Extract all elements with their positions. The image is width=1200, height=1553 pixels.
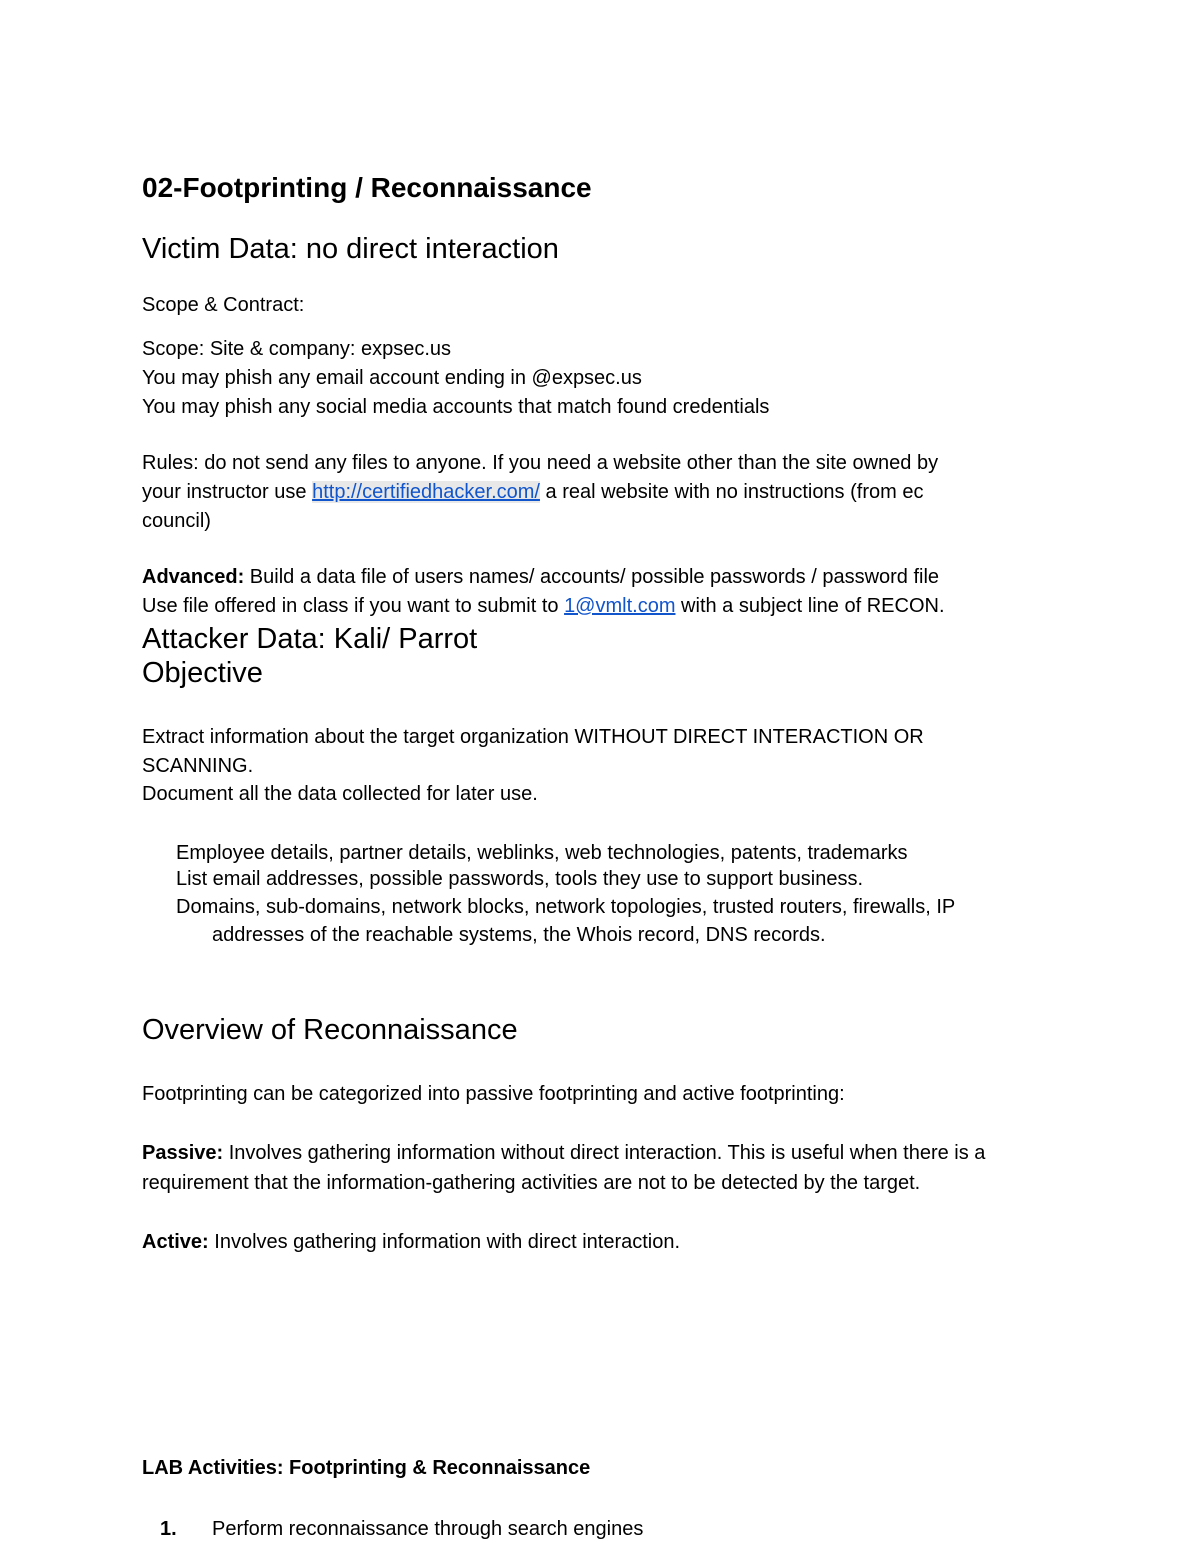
rules-line-1: Rules: do not send any files to anyone. If you need a website other than the site owned by [142,452,939,474]
list-item-3-continued: addresses of the reachable systems, the Whois record, DNS records. [212,924,826,946]
advanced-text: Build a data file of users names/ accounts/ possible passwords / password file [244,566,940,588]
phish-email-line: You may phish any email account ending in @expsec.us [142,367,642,389]
certifiedhacker-link[interactable]: http://certifiedhacker.com/ [312,481,540,503]
email-link[interactable]: 1@vmlt.com [564,595,676,617]
scope-line: Scope: Site & company: expsec.us [142,338,452,360]
passive-text: Involves gathering information without direct interaction. This is useful when there is a [223,1142,986,1164]
list-item-1: Employee details, partner details, weblinks, web technologies, patents, trademarks [176,842,908,864]
active-text: Involves gathering information with direct interaction. [208,1231,681,1253]
phish-social-line: You may phish any social media accounts that match found credentials [142,396,770,418]
rules-line-2-suffix: a real website with no instructions (from ec [539,481,924,503]
extract-line-2: SCANNING. [142,755,254,777]
use-file-line [142,594,945,618]
list-item-2: List email addresses, possible passwords, tools they use to support business. [176,868,864,890]
document-line: Document all the data collected for later use. [142,783,538,805]
advanced-line [142,565,939,589]
overview-text: Footprinting can be categorized into passive footprinting and active footprinting: [142,1083,845,1105]
overview-heading: Overview of Reconnaissance [142,1014,518,1046]
use-file-suffix: with a subject line of RECON. [675,595,945,617]
passive-line-2: requirement that the information-gathering activities are not to be detected by the target. [142,1172,921,1194]
passive-line-1 [142,1141,985,1165]
advanced-label: Advanced: [142,566,245,588]
victim-data-heading: Victim Data: no direct interaction [142,233,559,265]
extract-line-1: Extract information about the target organization WITHOUT DIRECT INTERACTION OR [142,726,924,748]
rules-line-2 [142,480,923,504]
lab-item-1 [160,1517,644,1541]
rules-line-2-prefix: your instructor use [142,481,313,503]
lab-activities-heading: LAB Activities: Footprinting & Reconnaissance [142,1457,591,1479]
objective-heading: Objective [142,657,263,689]
active-line [142,1230,680,1254]
rules-line-3: council) [142,510,211,532]
attacker-data-heading: Attacker Data: Kali/ Parrot [142,623,478,655]
active-label: Active: [142,1231,209,1253]
lab-item-number: 1. [160,1518,177,1540]
passive-label: Passive: [142,1142,224,1164]
list-item-3: Domains, sub-domains, network blocks, network topologies, trusted routers, firewalls, IP [176,896,956,918]
use-file-prefix: Use file offered in class if you want to submit to [142,595,565,617]
document-title: 02-Footprinting / Reconnaissance [142,172,592,203]
scope-contract-label: Scope & Contract: [142,294,305,316]
lab-item-1-text: Perform reconnaissance through search engines [212,1518,644,1540]
